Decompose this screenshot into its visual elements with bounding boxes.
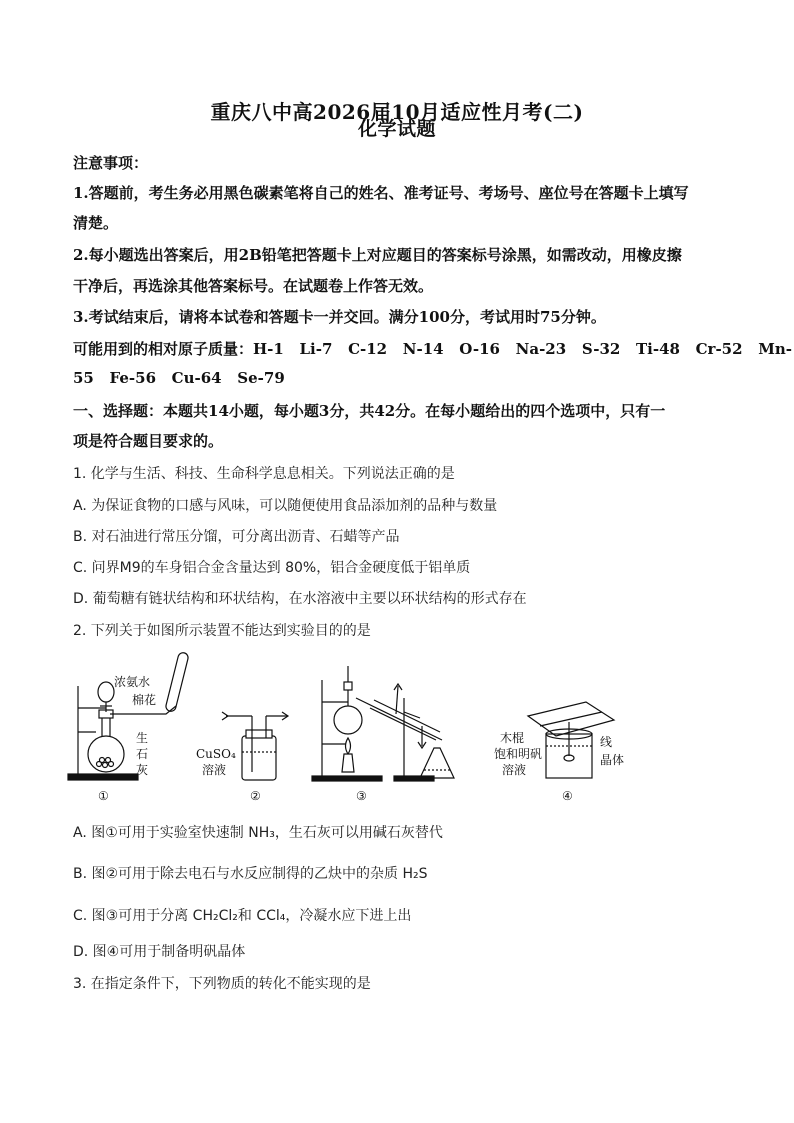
label-cuso4-solution: 溶液	[202, 763, 227, 777]
label-cuso4: CuSO₄	[196, 747, 236, 761]
q2-stem: 2. 下列关于如图所示装置不能达到实验目的的是	[73, 623, 371, 639]
section-heading: 一、选择题：本题共14小题，每小题3分，共42分。在每小题给出的四个选项中，只有一	[73, 402, 666, 420]
apparatus-figure	[66, 646, 626, 806]
figure-number-3: ③	[356, 789, 367, 803]
apparatus-1-ammonia-setup	[68, 652, 189, 803]
label-alum-solution: 饱和明矾	[494, 747, 543, 761]
q2-option-d: D. 图④可用于制备明矾晶体	[73, 944, 246, 960]
label-crystal: 晶体	[600, 753, 625, 767]
q1-option-a: A. 为保证食物的口感与风味，可以随便使用食品添加剂的品种与数量	[73, 498, 498, 514]
q1-stem: 1. 化学与生活、科技、生命科学息息相关。下列说法正确的是	[73, 466, 455, 482]
apparatus-3-distillation	[312, 666, 454, 803]
label-stick: 木棍	[500, 731, 525, 745]
exam-title: 重庆八中高2026届10月适应性月考(二)	[210, 100, 584, 124]
section-heading-cont: 项是符合题目要求的。	[73, 432, 224, 450]
notice-item-3: 3.考试结束后，请将本试卷和答题卡一并交回。满分100分，考试用时75分钟。	[73, 308, 606, 326]
label-alum-solution-2: 溶液	[502, 763, 527, 777]
apparatus-4-crystallization	[494, 702, 624, 803]
q1-option-b: B. 对石油进行常压分馏，可分离出沥青、石蜡等产品	[73, 529, 400, 545]
q3-stem: 3. 在指定条件下，下列物质的转化不能实现的是	[73, 976, 371, 992]
q2-option-c: C. 图③可用于分离 CH₂Cl₂和 CCl₄，冷凝水应下进上出	[73, 908, 412, 924]
figure-number-2: ②	[250, 789, 261, 803]
notice-item-1-cont: 清楚。	[73, 214, 119, 232]
label-thread: 线	[600, 735, 613, 749]
atomic-masses: 可能用到的相对原子质量：H-1 Li-7 C-12 N-14 O-16 Na-23 S-32 Ti-48 Cr-52 Mn-	[73, 340, 792, 358]
notice-item-1: 1.答题前，考生务必用黑色碳素笔将自己的姓名、准考证号、考场号、座位号在答题卡上填写	[73, 184, 689, 202]
notice-item-2-cont: 干净后，再选涂其他答案标号。在试题卷上作答无效。	[73, 277, 434, 295]
apparatus-2-wash-bottle	[196, 712, 288, 803]
notice-heading: 注意事项：	[73, 154, 149, 172]
label-ammonia: 浓氨水	[114, 675, 151, 689]
atomic-masses-cont: 55 Fe-56 Cu-64 Se-79	[73, 369, 285, 387]
notice-item-2: 2.每小题选出答案后，用2B铅笔把答题卡上对应题目的答案标号涂黑，如需改动，用橡皮擦	[73, 246, 682, 264]
label-lime-1: 生	[136, 731, 149, 745]
label-cotton: 棉花	[132, 693, 157, 707]
q2-option-a: A. 图①可用于实验室快速制 NH₃，生石灰可以用碱石灰替代	[73, 825, 443, 841]
figure-number-4: ④	[562, 789, 573, 803]
label-lime-3: 灰	[136, 763, 149, 777]
figure-number-1: ①	[98, 789, 109, 803]
label-lime-2: 石	[136, 747, 149, 761]
exam-subtitle: 化学试题	[357, 118, 436, 140]
q2-option-b: B. 图②可用于除去电石与水反应制得的乙炔中的杂质 H₂S	[73, 866, 428, 882]
q1-option-c: C. 问界M9的车身铝合金含量达到 80%，铝合金硬度低于铝单质	[73, 560, 471, 576]
q1-option-d: D. 葡萄糖有链状结构和环状结构，在水溶液中主要以环状结构的形式存在	[73, 591, 527, 607]
